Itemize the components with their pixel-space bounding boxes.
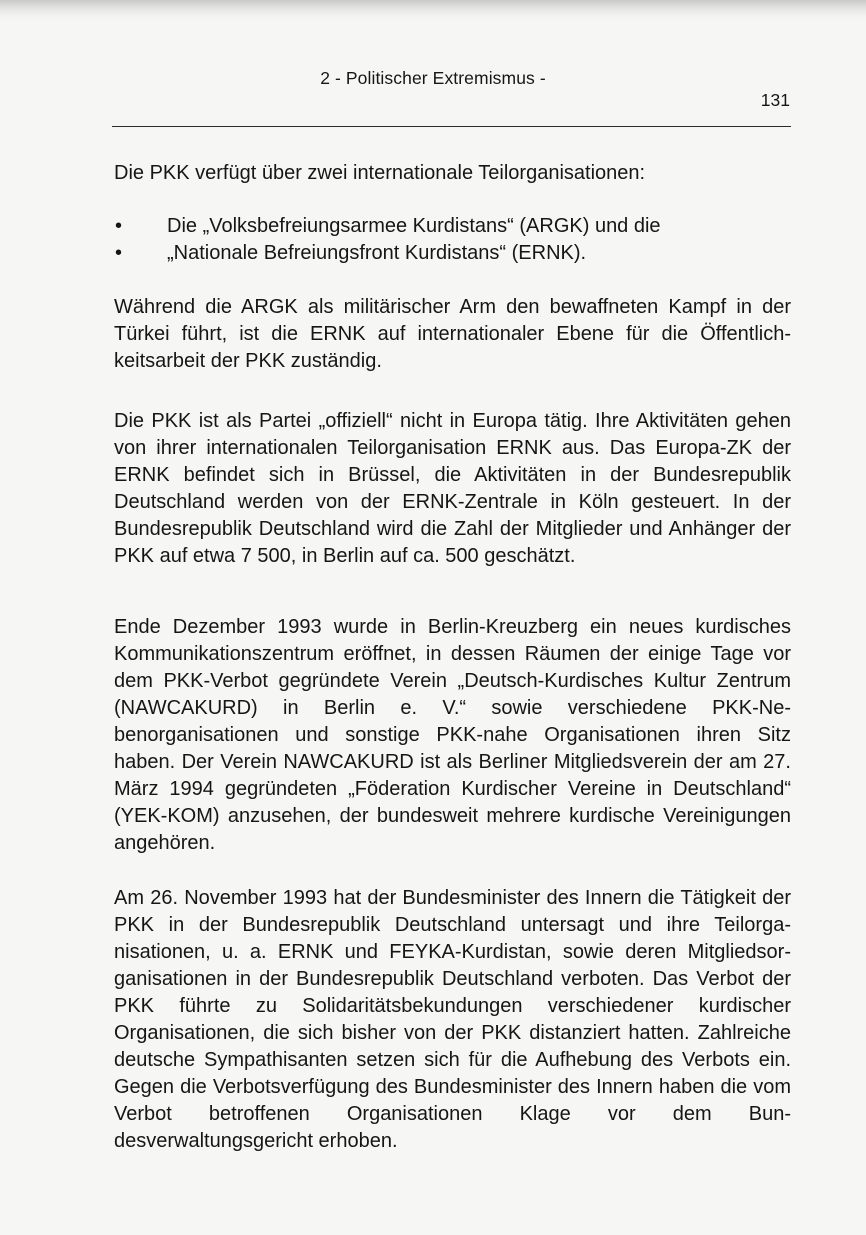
running-head: 2 - Politischer Extremismus -: [320, 68, 546, 88]
paragraph-pkk-ban: Am 26. November 1993 hat der Bundesminister des Innern die Tätigkeit der PKK in der Bundesrepublik Deutschland untersagt und ihre Teilorganisationen, u. a. ERNK und FEYKA-Kurdistan, sowie deren Mitgliedsorganisationen in der Bundesrepublik Deutschland verboten. Das Verbot der PKK führte zu Solidaritätsbekundungen verschiedener kurdischer Organisationen, die sich bisher von der PKK distanziert hatten. Zahlreiche deutsche Sympathisanten setzen sich für die Aufhebung des Verbots ein. Gegen die Verbotsverfügung des Bundesminister des Innern haben die vom Verbot betroffenen Organisationen Klage vor dem Bundesverwaltungsgericht erhoben.: [114, 887, 791, 1152]
bullet-item: [114, 213, 791, 240]
bullet-item-text: „Nationale Befreiungsfront Kurdistans“ (ERNK).: [167, 242, 587, 264]
header-rule: [112, 126, 791, 127]
bullet-item-text: Die „Volksbefreiungsarmee Kurdistans“ (ARGK) und die: [167, 215, 661, 237]
bullet-list: [114, 213, 791, 267]
paragraph-kreuzberg-center: Ende Dezember 1993 wurde in Berlin-Kreuzberg ein neues kurdisches Kommunikationszentrum eröffnet, in dessen Räumen der einige Tage vor dem PKK-Verbot gegründete Verein „Deutsch-Kurdisches Kultur Zentrum (NAWCAKURD) in Berlin e. V.“ sowie verschiedene PKK-Nebenorganisationen und sonstige PKK-nahe Organisationen ihren Sitz haben. Der Verein NAWCAKURD ist als Berliner Mitgliedsverein der am 27. März 1994 gegründeten „Föderation Kurdischer Vereine in Deutschland“ (YEK-KOM) anzusehen, der bundesweit mehrere kurdische Vereinigungen angehören.: [114, 616, 791, 854]
bullet-point-icon: •: [115, 215, 123, 237]
bullet-point-icon: •: [115, 242, 123, 264]
paragraph-pkk-europe: Die PKK ist als Partei „offiziell“ nicht in Europa tätig. Ihre Aktivitäten gehen von ihrer internationalen Teilorganisation ERNK aus. Das Europa-ZK der ERNK befindet sich in Brüssel, die Aktivitäten in der Bundesrepublik Deutschland werden von der ERNK-Zentrale in Köln gesteuert. In der Bundesrepublik Deutschland wird die Zahl der Mitglieder und Anhänger der PKK auf etwa 7 500, in Berlin auf ca. 500 geschätzt.: [114, 410, 791, 567]
bullet-item: [114, 240, 791, 267]
intro-sentence: Die PKK verfügt über zwei internationale Teilorganisationen:: [114, 162, 646, 184]
page-number: 131: [760, 90, 790, 110]
paragraph-argk-ernk: Während die ARGK als militärischer Arm den bewaffneten Kampf in der Türkei führt, ist die ERNK auf internationaler Ebene für die Öffentlichkeitsarbeit der PKK zuständig.: [114, 296, 791, 372]
